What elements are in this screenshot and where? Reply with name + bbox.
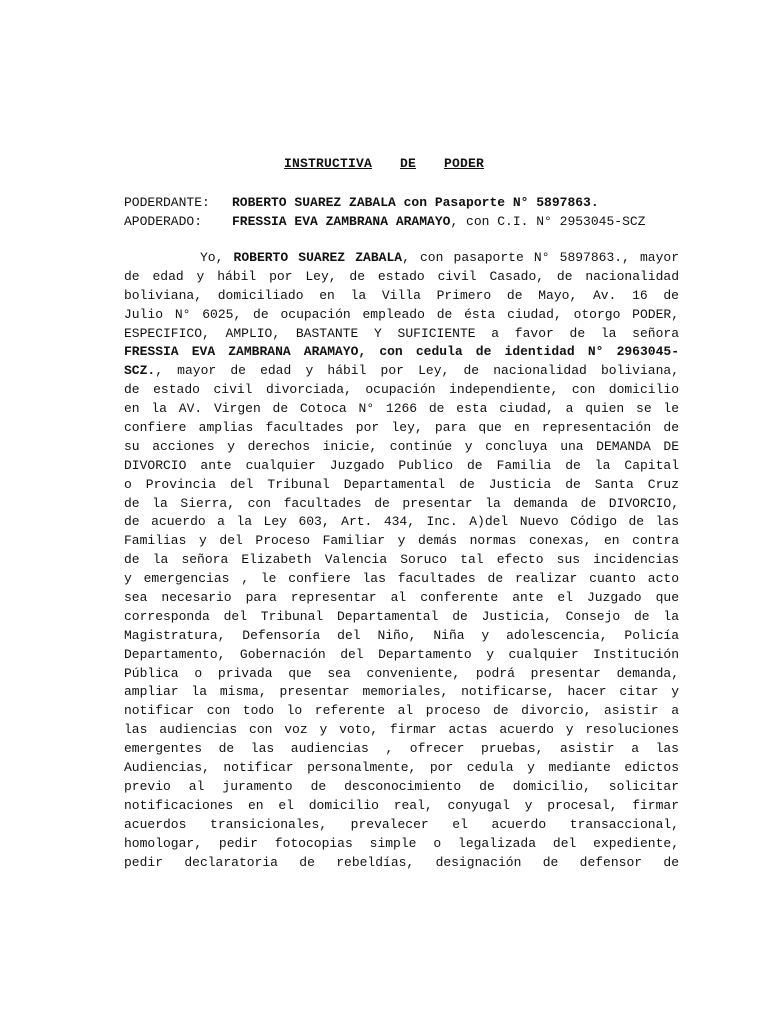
body-line: corresponda del Tribunal Departamental de Justicia, Consejo de la <box>124 608 679 624</box>
poderdante-value: ROBERTO SUAREZ ZABALA con Pasaporte N° 5897863. <box>232 195 599 210</box>
poderdante-line <box>124 193 599 212</box>
body-bold-text: SCZ. <box>124 363 156 379</box>
body-line: sea necesario para representar al conferente ante el Juzgado que <box>124 590 679 606</box>
document-body <box>124 249 679 872</box>
body-line: Julio N° 6025, de ocupación empleado de ésta ciudad, otorgo PODER, <box>124 306 679 322</box>
body-text: Yo, <box>200 250 234 265</box>
body-line: Departamento, Gobernación del Departamento y cualquier Institución <box>124 646 679 662</box>
body-line: de acuerdo a la Ley 603, Art. 434, Inc. A)del Nuevo Código de las <box>124 514 679 530</box>
body-line: acuerdos transicionales, prevalecer el acuerdo transaccional, <box>124 816 679 832</box>
body-line <box>124 362 679 381</box>
body-line: confiere amplias facultades por ley, para que en representación de <box>124 420 679 436</box>
body-line: de la Sierra, con facultades de presentar la demanda de DIVORCIO, <box>124 495 679 511</box>
body-line: en la AV. Virgen de Cotoca N° 1266 de esta ciudad, a quien se le <box>124 401 679 417</box>
body-line: notificaciones en el domicilio real, conyugal y procesal, firmar <box>124 797 679 813</box>
document-title <box>0 156 768 171</box>
body-text: , con pasaporte N° 5897863., mayor <box>402 250 679 265</box>
body-line <box>124 343 679 362</box>
body-line: su acciones y derechos inicie, continúe y concluya una DEMANDA DE <box>124 438 679 454</box>
title-word: DE <box>399 156 416 171</box>
apoderado-line <box>124 212 645 231</box>
body-bold-text: ROBERTO SUAREZ ZABALA <box>233 250 403 265</box>
body-line: de la señora Elizabeth Valencia Soruco tal efecto sus incidencias <box>124 552 679 568</box>
body-line: las audiencias con voz y voto, firmar actas acuerdo y resoluciones <box>124 722 679 738</box>
body-line: boliviana, domiciliado en la Villa Primero de Mayo, Av. 16 de <box>124 287 679 303</box>
title-word: INSTRUCTIVA <box>283 156 372 171</box>
body-bold-text: FRESSIA EVA ZAMBRANA ARAMAYO, con cedula de identidad N° 2963045- <box>124 344 679 360</box>
body-line: o Provincia del Tribunal Departamental de Justicia de Santa Cruz <box>124 476 679 492</box>
body-line: de estado civil divorciada, ocupación independiente, con domicilio <box>124 382 679 398</box>
body-line: y emergencias , le confiere las facultades de realizar cuanto acto <box>124 571 679 587</box>
body-line: notificar con todo lo referente al proceso de divorcio, asistir a <box>124 703 679 719</box>
body-text: , mayor de edad y hábil por Ley, de nacionalidad boliviana, <box>155 363 679 379</box>
body-line: emergentes de las audiencias , ofrecer pruebas, asistir a las <box>124 741 679 757</box>
title-word: PODER <box>444 156 485 171</box>
body-line: Audiencias, notificar personalmente, por cedula y mediante edictos <box>124 760 679 776</box>
body-line <box>124 249 679 268</box>
apoderado-name: FRESSIA EVA ZAMBRANA ARAMAYO <box>232 214 451 229</box>
apoderado-id: , con C.I. N° 2953045-SCZ <box>450 214 646 229</box>
body-line: Magistratura, Defensoría del Niño, Niña y adolescencia, Policía <box>124 627 679 643</box>
body-line: de edad y hábil por Ley, de estado civil Casado, de nacionalidad <box>124 268 679 284</box>
body-line: Familias y del Proceso Familiar y demás normas conexas, en contra <box>124 533 679 549</box>
apoderado-label: APODERADO: <box>124 214 203 229</box>
body-line: Pública o privada que sea conveniente, podrá presentar demanda, <box>124 665 679 681</box>
body-line: pedir declaratoria de rebeldías, designación de defensor de <box>124 854 679 870</box>
body-line: DIVORCIO ante cualquier Juzgado Publico de Familia de la Capital <box>124 457 679 473</box>
body-line: ESPECIFICO, AMPLIO, BASTANTE Y SUFICIENTE a favor de la señora <box>124 325 679 341</box>
body-line: homologar, pedir fotocopias simple o legalizada del expediente, <box>124 835 679 851</box>
poderdante-label: PODERDANTE: <box>124 195 210 210</box>
body-line: ampliar la misma, presentar memoriales, notificarse, hacer citar y <box>124 684 679 700</box>
body-line: previo al juramento de desconocimiento de domicilio, solicitar <box>124 778 679 794</box>
